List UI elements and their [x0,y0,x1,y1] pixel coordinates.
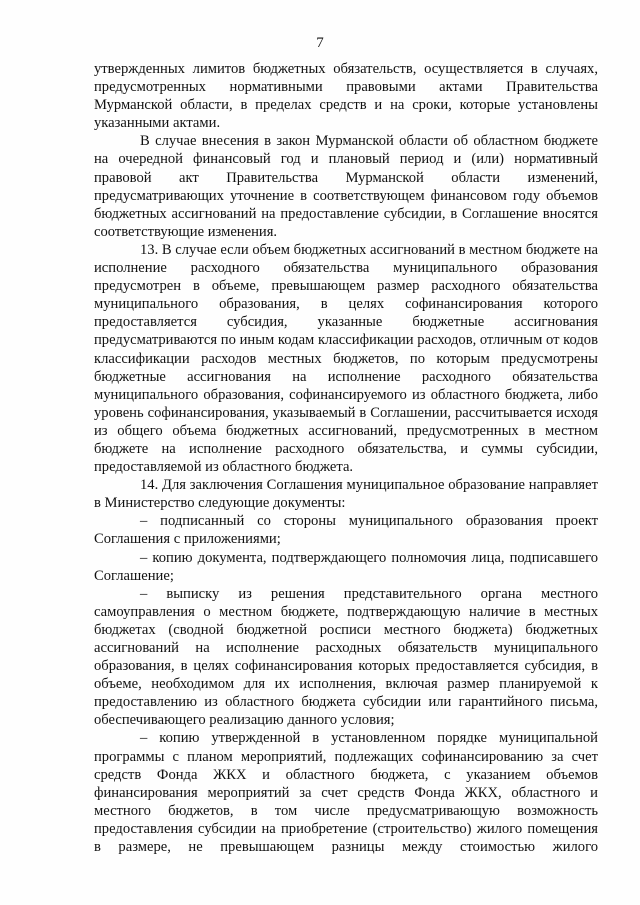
page-number: 7 [316,35,324,51]
paragraph: – копию документа, подтверждающего полномочия лица, подписавшего Соглашение; [94,549,598,584]
paragraph: – выписку из решения представительного органа местного самоуправления о местном бюджете, подтверждающую наличие в местных бюджетах (сводной бюджетной росписи местного бюджета) бюджетных ассигнований на исполнение расходных обязательств муниципального образования, в целях софинансирования которых предоставляется субсидия, в объеме, необходимом для их исполнения, включая размер планируемой к предоставлению из областного бюджета субсидии или гарантийного письма, обеспечивающего реализацию данного условия; [94,585,598,729]
paragraph: – подписанный со стороны муниципального образования проект Соглашения с приложениями; [94,513,598,548]
paragraph: – копию утвержденной в установленном порядке муниципальной программы с планом мероприятий, подлежащих софинансированию за счет средств Фонда ЖКХ и областного бюджета, с указанием объемов финансирования мероприятий за счет средств Фонда ЖКХ, областного и местного бюджетов, в том числе предусматривающую возможность предоставления субсидии на приобретение (строительство) жилого помещения в размере, не превышающем разницы между стоимостью жилого [94,730,598,856]
paragraph: 14. Для заключения Соглашения муниципальное образование направляет в Министерство следующие документы: [94,477,598,512]
paragraph: 13. В случае если объем бюджетных ассигнований в местном бюджете на исполнение расходного обязательства муниципального образования предусмотрен в объеме, превышающем размер расходного обязательства муниципального образования, в целях софинансирования которого предоставляется субсидия, указанные бюджетные ассигнования предусматриваются по иным кодам классификации расходов, отличным от кодов классификации расходов местных бюджетов, по которым предусмотрены бюджетные ассигнования на исполнение расходного обязательства муниципального образования, софинансируемого из областного бюджета, либо уровень софинансирования, указываемый в Соглашении, рассчитывается исходя из общего объема бюджетных ассигнований, предусмотренных в местном бюджете на исполнение расходного обязательства, и суммы субсидии, предоставляемой из областного бюджета. [94,241,598,476]
document-body [94,60,598,856]
paragraph: В случае внесения в закон Мурманской области об областном бюджете на очередной финансовый год и плановый период и (или) нормативный правовой акт Правительства Мурманской области изменений, предусматривающих уточнение в соответствующем финансовом году объемов бюджетных ассигнований на предоставление субсидии, в Соглашение вносятся соответствующие изменения. [94,133,598,240]
paragraph: утвержденных лимитов бюджетных обязательств, осуществляется в случаях, предусмотренных нормативными правовыми актами Правительства Мурманской области, в пределах средств и на сроки, которые установлены указанными актами. [94,61,598,132]
